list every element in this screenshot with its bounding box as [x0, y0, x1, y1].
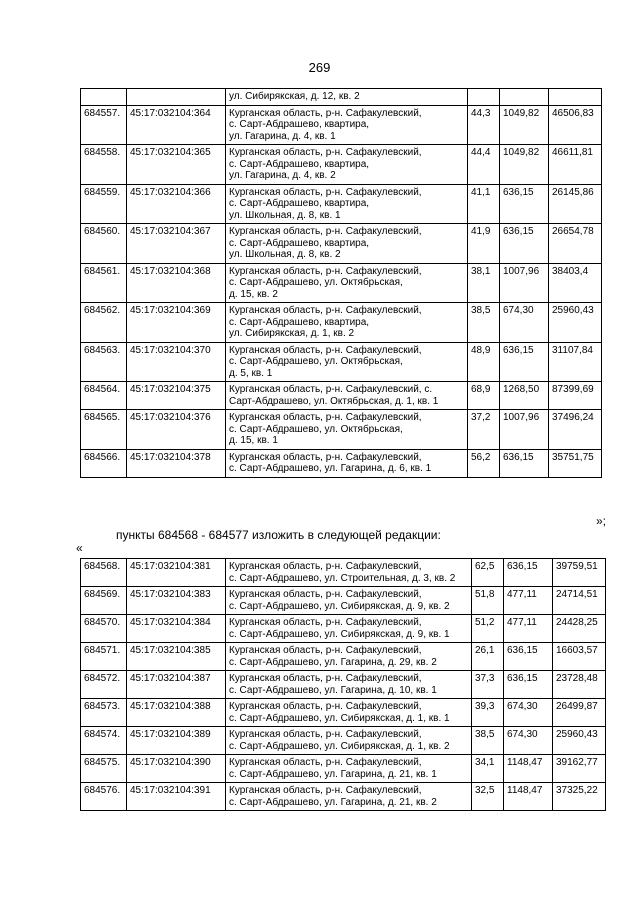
- total-cell: 31107,84: [549, 342, 602, 382]
- total-cell: 46506,83: [549, 105, 602, 145]
- total-cell: 37325,22: [553, 783, 606, 811]
- cadastral-number-cell: 45:17:032104:383: [127, 587, 226, 615]
- closing-quote: »;: [596, 514, 607, 528]
- area-cell: 34,1: [472, 755, 504, 783]
- row-id-cell: 684566.: [81, 449, 127, 477]
- area-cell: 39,3: [472, 699, 504, 727]
- address-cell: Курганская область, р-н. Сафакулевский, с. Сарт-Абдрашево, ул. Октябрьская, д. 5, кв. 1: [226, 342, 468, 382]
- cadastral-number-cell: 45:17:032104:384: [127, 615, 226, 643]
- area-cell: 38,5: [472, 727, 504, 755]
- property-table-top: [80, 88, 602, 478]
- price-cell: 674,30: [504, 727, 553, 755]
- total-cell: [549, 89, 602, 106]
- address-cell: Курганская область, р-н. Сафакулевский, с. Сарт-Абдрашево, ул. Октябрьская, д. 15, кв. 2: [226, 263, 468, 303]
- opening-quote: «: [76, 541, 83, 555]
- table-row: [81, 342, 602, 382]
- area-cell: 56,2: [468, 449, 500, 477]
- table-row: [81, 410, 602, 450]
- price-cell: 1007,96: [500, 410, 549, 450]
- area-cell: 41,9: [468, 224, 500, 264]
- row-id-cell: 684563.: [81, 342, 127, 382]
- price-cell: 636,15: [504, 671, 553, 699]
- cadastral-number-cell: [127, 89, 226, 106]
- price-cell: [500, 89, 549, 106]
- address-cell: Курганская область, р-н. Сафакулевский, с. Сарт-Абдрашево, квартира, ул. Школьная, д. 8, кв. 2: [226, 224, 468, 264]
- cadastral-number-cell: 45:17:032104:388: [127, 699, 226, 727]
- cadastral-number-cell: 45:17:032104:367: [127, 224, 226, 264]
- row-id-cell: 684564.: [81, 382, 127, 410]
- total-cell: 26499,87: [553, 699, 606, 727]
- cadastral-number-cell: 45:17:032104:368: [127, 263, 226, 303]
- address-cell: Курганская область, р-н. Сафакулевский, с. Сарт-Абдрашево, ул. Октябрьская, д. 1, кв. 1: [226, 382, 468, 410]
- table-row: [81, 449, 602, 477]
- cadastral-number-cell: 45:17:032104:378: [127, 449, 226, 477]
- total-cell: 24428,25: [553, 615, 606, 643]
- row-id-cell: 684574.: [81, 727, 127, 755]
- row-id-cell: [81, 89, 127, 106]
- table-row: [81, 615, 606, 643]
- area-cell: 37,2: [468, 410, 500, 450]
- table-row: [81, 89, 602, 106]
- address-cell: Курганская область, р-н. Сафакулевский, с. Сарт-Абдрашево, ул. Строительная, д. 3, кв. 2: [226, 559, 472, 587]
- area-cell: 48,9: [468, 342, 500, 382]
- price-cell: 636,15: [500, 342, 549, 382]
- table-row: [81, 303, 602, 343]
- address-cell: Курганская область, р-н. Сафакулевский, с. Сарт-Абдрашево, ул. Сибирякская, д. 1, кв. 2: [226, 727, 472, 755]
- area-cell: 51,8: [472, 587, 504, 615]
- cadastral-number-cell: 45:17:032104:375: [127, 382, 226, 410]
- cadastral-number-cell: 45:17:032104:366: [127, 184, 226, 224]
- total-cell: 24714,51: [553, 587, 606, 615]
- total-cell: 26654,78: [549, 224, 602, 264]
- price-cell: 1007,96: [500, 263, 549, 303]
- total-cell: 25960,43: [549, 303, 602, 343]
- address-cell: Курганская область, р-н. Сафакулевский, с. Сарт-Абдрашево, квартира, ул. Школьная, д. 8, кв. 1: [226, 184, 468, 224]
- table-row: [81, 783, 606, 811]
- area-cell: 41,1: [468, 184, 500, 224]
- total-cell: 25960,43: [553, 727, 606, 755]
- cadastral-number-cell: 45:17:032104:364: [127, 105, 226, 145]
- area-cell: 68,9: [468, 382, 500, 410]
- total-cell: 37496,24: [549, 410, 602, 450]
- table-row: [81, 382, 602, 410]
- table-row: [81, 559, 606, 587]
- total-cell: 38403,4: [549, 263, 602, 303]
- row-id-cell: 684561.: [81, 263, 127, 303]
- table-row: [81, 105, 602, 145]
- row-id-cell: 684575.: [81, 755, 127, 783]
- address-cell: ул. Сибирякская, д. 12, кв. 2: [226, 89, 468, 106]
- row-id-cell: 684558.: [81, 145, 127, 185]
- address-cell: Курганская область, р-н. Сафакулевский, с. Сарт-Абдрашево, квартира, ул. Сибирякская, д. 1, кв. 2: [226, 303, 468, 343]
- address-cell: Курганская область, р-н. Сафакулевский, с. Сарт-Абдрашево, ул. Сибирякская, д. 9, кв. 2: [226, 587, 472, 615]
- price-cell: 1049,82: [500, 145, 549, 185]
- total-cell: 23728,48: [553, 671, 606, 699]
- table-row: [81, 224, 602, 264]
- amendment-paragraph: пункты 684568 - 684577 изложить в следующей редакции:: [116, 528, 441, 542]
- row-id-cell: 684573.: [81, 699, 127, 727]
- price-cell: 636,15: [500, 449, 549, 477]
- price-cell: 674,30: [504, 699, 553, 727]
- price-cell: 636,15: [500, 224, 549, 264]
- price-cell: 1049,82: [500, 105, 549, 145]
- address-cell: Курганская область, р-н. Сафакулевский, с. Сарт-Абдрашево, ул. Гагарина, д. 29, кв. 2: [226, 643, 472, 671]
- price-cell: 1148,47: [504, 783, 553, 811]
- area-cell: 44,4: [468, 145, 500, 185]
- total-cell: 16603,57: [553, 643, 606, 671]
- area-cell: 51,2: [472, 615, 504, 643]
- total-cell: 35751,75: [549, 449, 602, 477]
- total-cell: 26145,86: [549, 184, 602, 224]
- row-id-cell: 684570.: [81, 615, 127, 643]
- total-cell: 87399,69: [549, 382, 602, 410]
- price-cell: 674,30: [500, 303, 549, 343]
- cadastral-number-cell: 45:17:032104:365: [127, 145, 226, 185]
- table-row: [81, 145, 602, 185]
- cadastral-number-cell: 45:17:032104:369: [127, 303, 226, 343]
- row-id-cell: 684559.: [81, 184, 127, 224]
- table-row: [81, 671, 606, 699]
- row-id-cell: 684568.: [81, 559, 127, 587]
- cadastral-number-cell: 45:17:032104:381: [127, 559, 226, 587]
- area-cell: [468, 89, 500, 106]
- page-number: 269: [308, 60, 331, 75]
- table-row: [81, 184, 602, 224]
- table-row: [81, 263, 602, 303]
- cadastral-number-cell: 45:17:032104:370: [127, 342, 226, 382]
- address-cell: Курганская область, р-н. Сафакулевский, с. Сарт-Абдрашево, квартира, ул. Гагарина, д. 4, кв. 1: [226, 105, 468, 145]
- property-table-bottom: [80, 558, 606, 811]
- area-cell: 62,5: [472, 559, 504, 587]
- total-cell: 39162,77: [553, 755, 606, 783]
- row-id-cell: 684571.: [81, 643, 127, 671]
- price-cell: 636,15: [504, 643, 553, 671]
- cadastral-number-cell: 45:17:032104:387: [127, 671, 226, 699]
- row-id-cell: 684576.: [81, 783, 127, 811]
- table-row: [81, 699, 606, 727]
- address-cell: Курганская область, р-н. Сафакулевский, с. Сарт-Абдрашево, ул. Гагарина, д. 6, кв. 1: [226, 449, 468, 477]
- row-id-cell: 684560.: [81, 224, 127, 264]
- table-row: [81, 727, 606, 755]
- address-cell: Курганская область, р-н. Сафакулевский, с. Сарт-Абдрашево, квартира, ул. Гагарина, д. 4, кв. 2: [226, 145, 468, 185]
- area-cell: 37,3: [472, 671, 504, 699]
- price-cell: 636,15: [500, 184, 549, 224]
- cadastral-number-cell: 45:17:032104:376: [127, 410, 226, 450]
- table-row: [81, 587, 606, 615]
- row-id-cell: 684557.: [81, 105, 127, 145]
- table-row: [81, 755, 606, 783]
- address-cell: Курганская область, р-н. Сафакулевский, с. Сарт-Абдрашево, ул. Октябрьская, д. 15, кв. 1: [226, 410, 468, 450]
- cadastral-number-cell: 45:17:032104:385: [127, 643, 226, 671]
- row-id-cell: 684562.: [81, 303, 127, 343]
- address-cell: Курганская область, р-н. Сафакулевский, с. Сарт-Абдрашево, ул. Гагарина, д. 21, кв. 2: [226, 783, 472, 811]
- address-cell: Курганская область, р-н. Сафакулевский, с. Сарт-Абдрашево, ул. Сибирякская, д. 9, кв. 1: [226, 615, 472, 643]
- row-id-cell: 684565.: [81, 410, 127, 450]
- price-cell: 1268,50: [500, 382, 549, 410]
- area-cell: 32,5: [472, 783, 504, 811]
- area-cell: 44,3: [468, 105, 500, 145]
- table-row: [81, 643, 606, 671]
- cadastral-number-cell: 45:17:032104:389: [127, 727, 226, 755]
- area-cell: 38,1: [468, 263, 500, 303]
- total-cell: 46611,81: [549, 145, 602, 185]
- address-cell: Курганская область, р-н. Сафакулевский, с. Сарт-Абдрашево, ул. Сибирякская, д. 1, кв. 1: [226, 699, 472, 727]
- area-cell: 26,1: [472, 643, 504, 671]
- price-cell: 636,15: [504, 559, 553, 587]
- row-id-cell: 684572.: [81, 671, 127, 699]
- row-id-cell: 684569.: [81, 587, 127, 615]
- address-cell: Курганская область, р-н. Сафакулевский, с. Сарт-Абдрашево, ул. Гагарина, д. 10, кв. 1: [226, 671, 472, 699]
- address-cell: Курганская область, р-н. Сафакулевский, с. Сарт-Абдрашево, ул. Гагарина, д. 21, кв. 1: [226, 755, 472, 783]
- price-cell: 1148,47: [504, 755, 553, 783]
- cadastral-number-cell: 45:17:032104:390: [127, 755, 226, 783]
- price-cell: 477,11: [504, 615, 553, 643]
- area-cell: 38,5: [468, 303, 500, 343]
- total-cell: 39759,51: [553, 559, 606, 587]
- cadastral-number-cell: 45:17:032104:391: [127, 783, 226, 811]
- price-cell: 477,11: [504, 587, 553, 615]
